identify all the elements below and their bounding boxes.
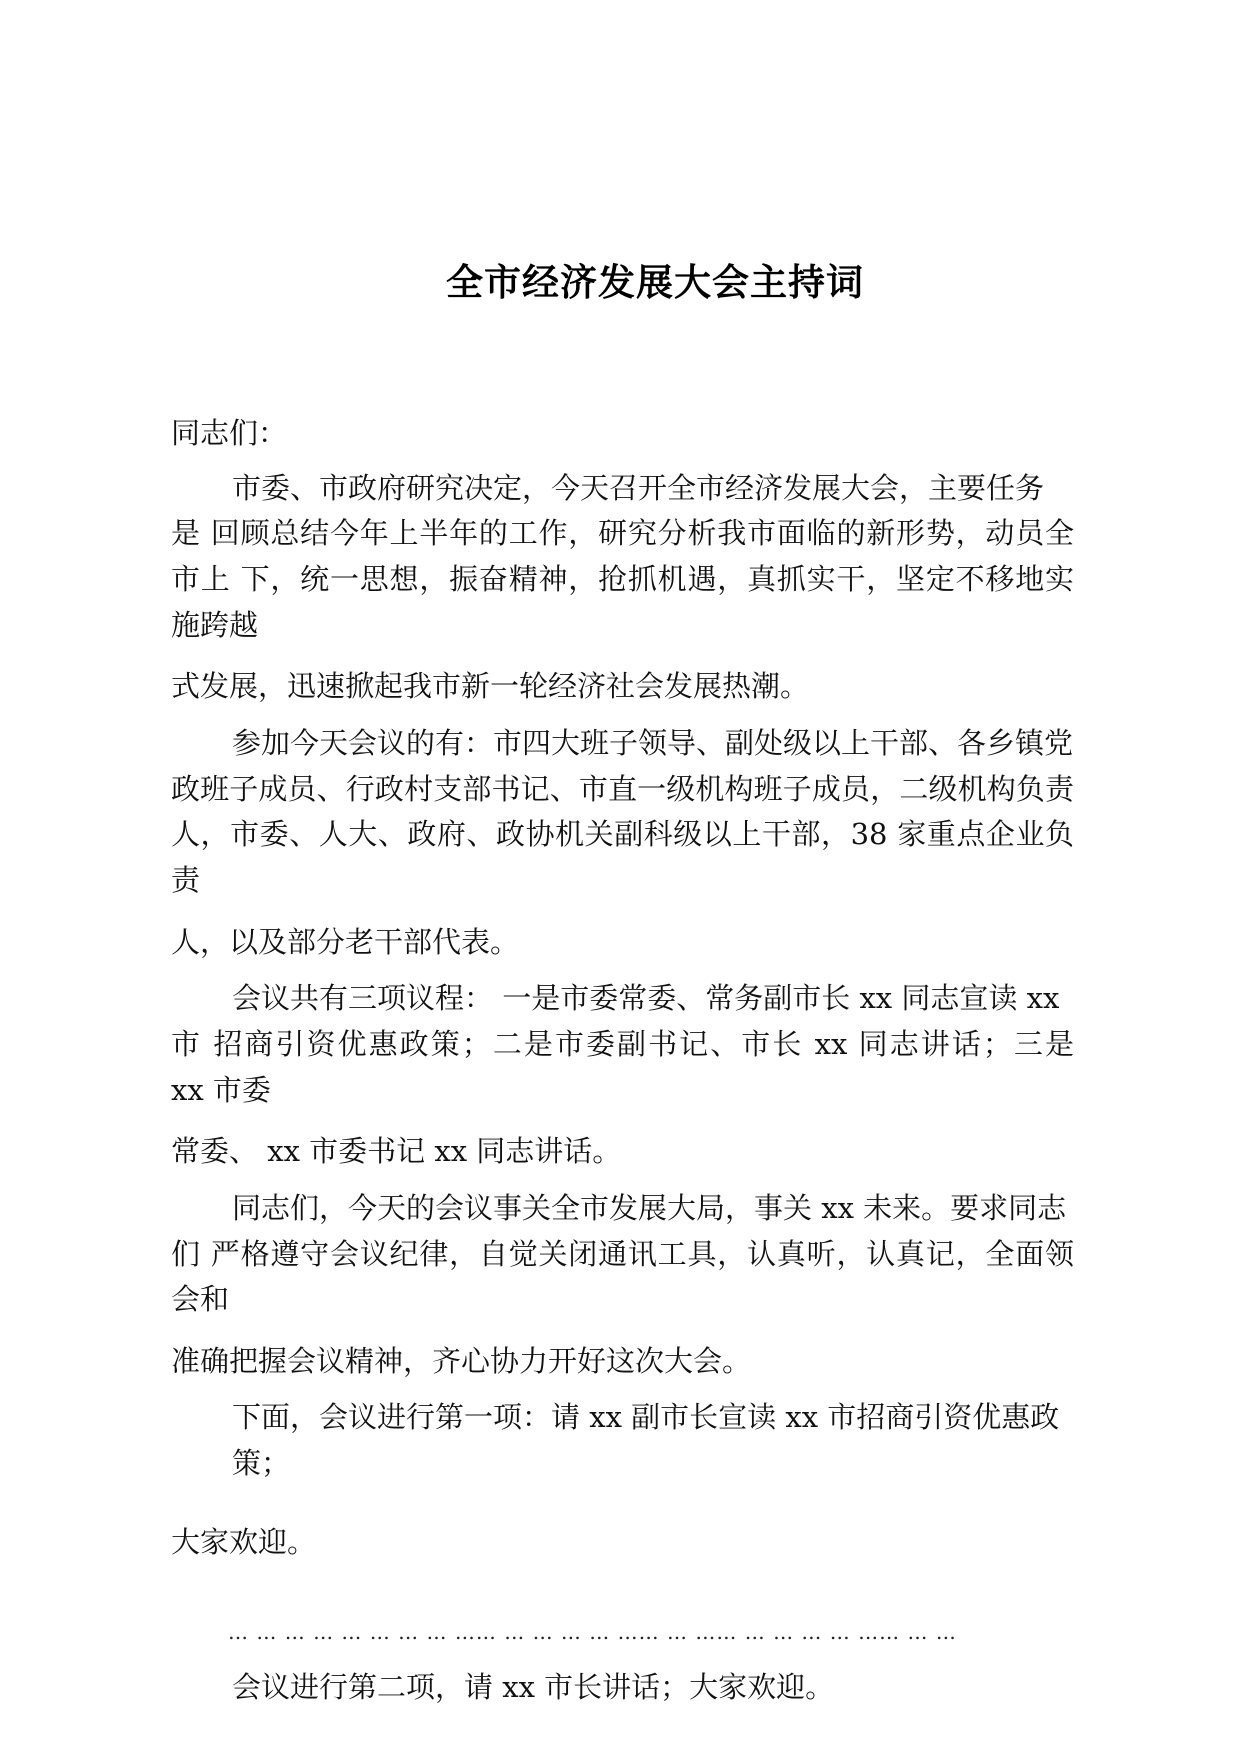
paragraph-line: 是 回顾总结今年上半年的工作，研究分析我市面临的新形势，动员全 xyxy=(171,516,1074,550)
paragraph-line: 准确把握会议精神，齐心协力开好这次大会。 xyxy=(171,1344,752,1378)
paragraph-line: 会议进行第二项，请 xx 市长讲话；大家欢迎。 xyxy=(232,1670,835,1704)
paragraph-line: xx 市委 xyxy=(171,1073,271,1107)
paragraph-line: 人，市委、人大、政府、政协机关副科级以上干部，38 家重点企业负 xyxy=(171,817,1074,851)
paragraph-line: 会议共有三项议程： 一是市委常委、常务副市长 xx 同志宣读 xx xyxy=(232,981,1060,1015)
paragraph-line: 们 严格遵守会议纪律，自觉关闭通讯工具，认真听，认真记，全面领 xyxy=(171,1237,1074,1271)
paragraph-line: 责 xyxy=(171,863,201,897)
paragraph-line: 同志们，今天的会议事关全市发展大局，事关 xx 未来。要求同志 xyxy=(232,1191,1067,1225)
salutation: 同志们： xyxy=(171,416,288,450)
paragraph-line: 会和 xyxy=(171,1282,230,1316)
ellipsis-separator: … … … … … … … … …… … … … … …… … …… … … … … …… … … xyxy=(228,1620,957,1644)
paragraph-line: 施跨越 xyxy=(171,608,259,642)
paragraph-line: 策； xyxy=(232,1446,291,1480)
paragraph-line: 大家欢迎。 xyxy=(171,1525,317,1559)
paragraph-line: 政班子成员、行政村支部书记、市直一级机构班子成员，二级机构负责 xyxy=(171,772,1074,806)
paragraph-line: 市 招商引资优惠政策；二是市委副书记、市长 xx 同志讲话；三是 xyxy=(171,1027,1074,1061)
paragraph-line: 参加今天会议的有：市四大班子领导、副处级以上干部、各乡镇党 xyxy=(232,726,1074,760)
paragraph-line: 市委、市政府研究决定，今天召开全市经济发展大会，主要任务 xyxy=(232,471,1045,505)
document-title: 全市经济发展大会主持词 xyxy=(446,261,864,304)
paragraph-line: 市上 下，统一思想，振奋精神，抢抓机遇，真抓实干，坚定不移地实 xyxy=(171,562,1074,596)
paragraph-line: 式发展，迅速掀起我市新一轮经济社会发展热潮。 xyxy=(171,669,810,703)
paragraph-line: 下面，会议进行第一项：请 xx 副市长宣读 xx 市招商引资优惠政 xyxy=(232,1400,1060,1434)
paragraph-line: 人，以及部分老干部代表。 xyxy=(171,925,520,959)
paragraph-line: 常委、 xx 市委书记 xx 同志讲话。 xyxy=(171,1134,622,1168)
